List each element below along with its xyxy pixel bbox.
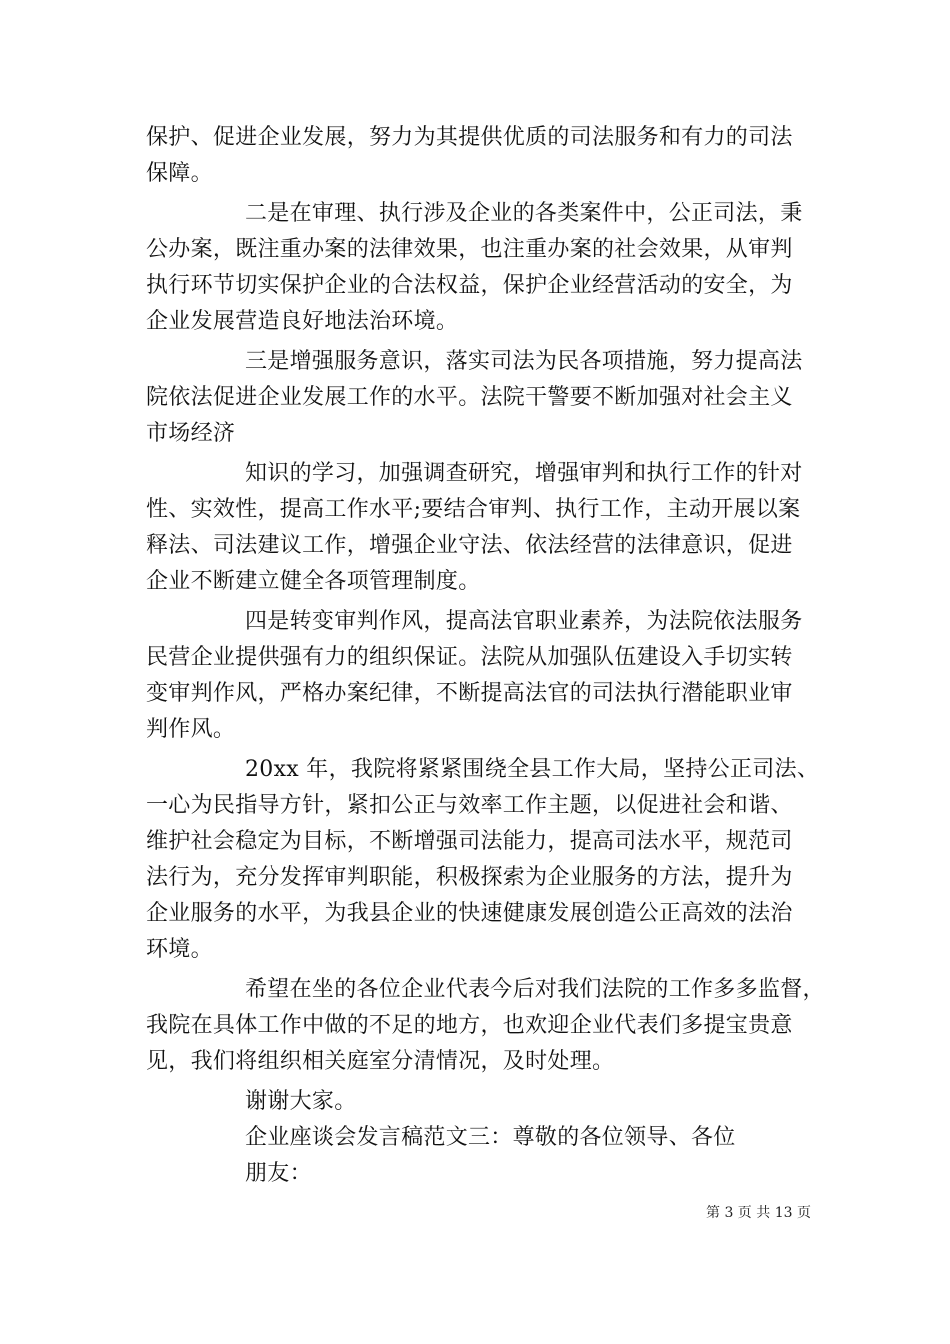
text-line: 企业发展营造良好地法治环境。	[146, 309, 459, 334]
text-line: 保障。	[146, 161, 213, 186]
paragraph-start-line: 二是在审理、执行涉及企业的各类案件中，公正司法，秉	[245, 201, 803, 226]
paragraph-start-line: 朋友：	[245, 1161, 312, 1186]
text-line: 民营企业提供强有力的组织保证。法院从加强队伍建设入手切实转	[146, 645, 793, 670]
text-line: 企业不断建立健全各项管理制度。	[146, 569, 481, 594]
page-number-footer: 第 3 页 共 13 页	[706, 1205, 811, 1221]
text-line: 判作风。	[146, 717, 236, 742]
text-line: 我院在具体工作中做的不足的地方，也欢迎企业代表们多提宝贵意	[146, 1013, 793, 1038]
paragraph-start-line: 知识的学习，加强调查研究，增强审判和执行工作的针对	[245, 461, 803, 486]
paragraph-start-line: 企业座谈会发言稿范文三：尊敬的各位领导、各位	[245, 1125, 736, 1150]
text-line: 见，我们将组织相关庭室分清情况，及时处理。	[146, 1049, 615, 1074]
text-line: 释法、司法建议工作，增强企业守法、依法经营的法律意识，促进	[146, 533, 793, 558]
text-line: 环境。	[146, 937, 213, 962]
text-line: 法行为，充分发挥审判职能，积极探索为企业服务的方法，提升为	[146, 865, 793, 890]
paragraph-start-line: 四是转变审判作风，提高法官职业素养，为法院依法服务	[245, 609, 803, 634]
text-line: 保护、促进企业发展，努力为其提供优质的司法服务和有力的司法	[146, 125, 793, 150]
text-line: 公办案，既注重办案的法律效果，也注重办案的社会效果，从审判	[146, 237, 793, 262]
text-line: 性、实效性，提高工作水平;要结合审判、执行工作，主动开展以案	[146, 497, 801, 522]
paragraph-start-line: 希望在坐的各位企业代表今后对我们法院的工作多多监督，	[245, 977, 825, 1002]
text-line: 维护社会稳定为目标，不断增强司法能力，提高司法水平，规范司	[146, 829, 793, 854]
text-line: 市场经济	[146, 421, 236, 446]
paragraph-start-line: 谢谢大家。	[245, 1089, 357, 1114]
text-line: 院依法促进企业发展工作的水平。法院干警要不断加强对社会主义	[146, 385, 793, 410]
paragraph-start-line: 三是增强服务意识，落实司法为民各项措施，努力提高法	[245, 349, 803, 374]
text-line: 执行环节切实保护企业的合法权益，保护企业经营活动的安全，为	[146, 273, 793, 298]
text-line: 变审判作风，严格办案纪律，不断提高法官的司法执行潜能职业审	[146, 681, 793, 706]
text-line: 企业服务的水平，为我县企业的快速健康发展创造公正高效的法治	[146, 901, 793, 926]
paragraph-start-line: 20xx 年，我院将紧紧围绕全县工作大局，坚持公正司法、	[245, 757, 820, 782]
text-line: 一心为民指导方针，紧扣公正与效率工作主题，以促进社会和谐、	[146, 793, 793, 818]
